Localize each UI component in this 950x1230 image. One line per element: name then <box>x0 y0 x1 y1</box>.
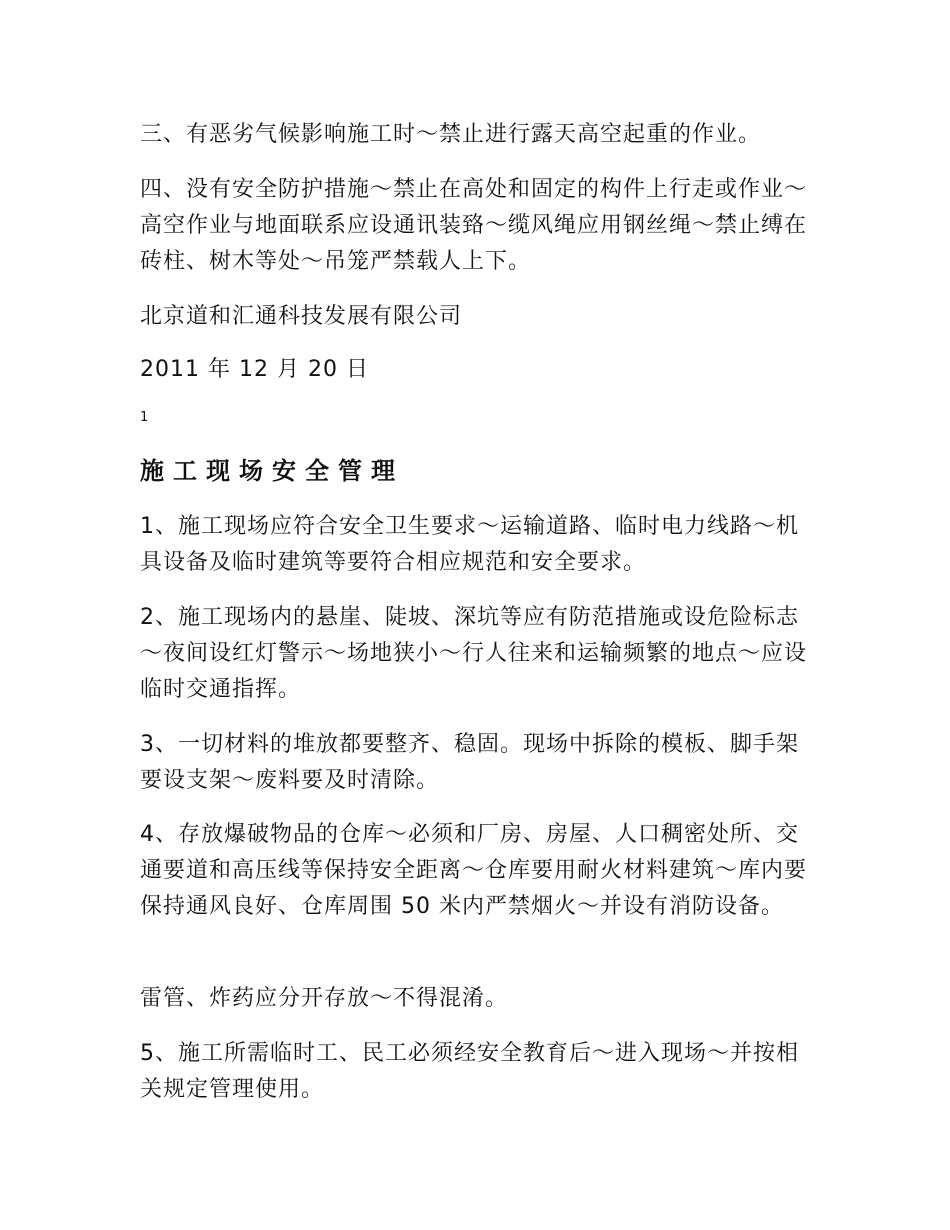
page-number: 1 <box>140 410 149 425</box>
list-item: 1、施工现场应符合安全卫生要求～运输道路、临时电力线路～机具设备及临时建筑等要符合相应规范和安全要求。 <box>140 514 799 575</box>
list-item: 4、存放爆破物品的仓库～必须和厂房、房屋、人口稠密处所、交通要道和高压线等保持安全距离～仓库要用耐火材料建筑～库内要保持通风良好、仓库周围 50 米内严禁烟火～并设有消防设备。 <box>140 822 808 919</box>
list-item: 3、一切材料的堆放都要整齐、稳固。现场中拆除的模板、脚手架要设支架～废料要及时清除。 <box>140 732 799 793</box>
document-date: 2011 年 12 月 20 日 <box>140 357 369 382</box>
company-name: 北京道和汇通科技发展有限公司 <box>140 304 463 329</box>
list-item: 2、施工现场内的悬崖、陡坡、深坑等应有防范措施或设危险标志～夜间设红灯警示～场地狭小～行人往来和运输频繁的地点～应设临时交通指挥。 <box>140 605 808 702</box>
paragraph-weather: 三、有恶劣气候影响施工时～禁止进行露天高空起重的作业。 <box>140 122 762 147</box>
section-title: 施工现场安全管理 <box>140 457 404 485</box>
list-item: 雷管、炸药应分开存放～不得混淆。 <box>140 986 509 1011</box>
paragraph-safety-measures: 四、没有安全防护措施～禁止在高处和固定的构件上行走或作业～高空作业与地面联系应设通讯装臵～缆风绳应用钢丝绳～禁止缚在砖柱、树木等处～吊笼严禁载人上下。 <box>140 177 808 274</box>
list-item: 5、施工所需临时工、民工必须经安全教育后～进入现场～并按相关规定管理使用。 <box>140 1041 799 1102</box>
